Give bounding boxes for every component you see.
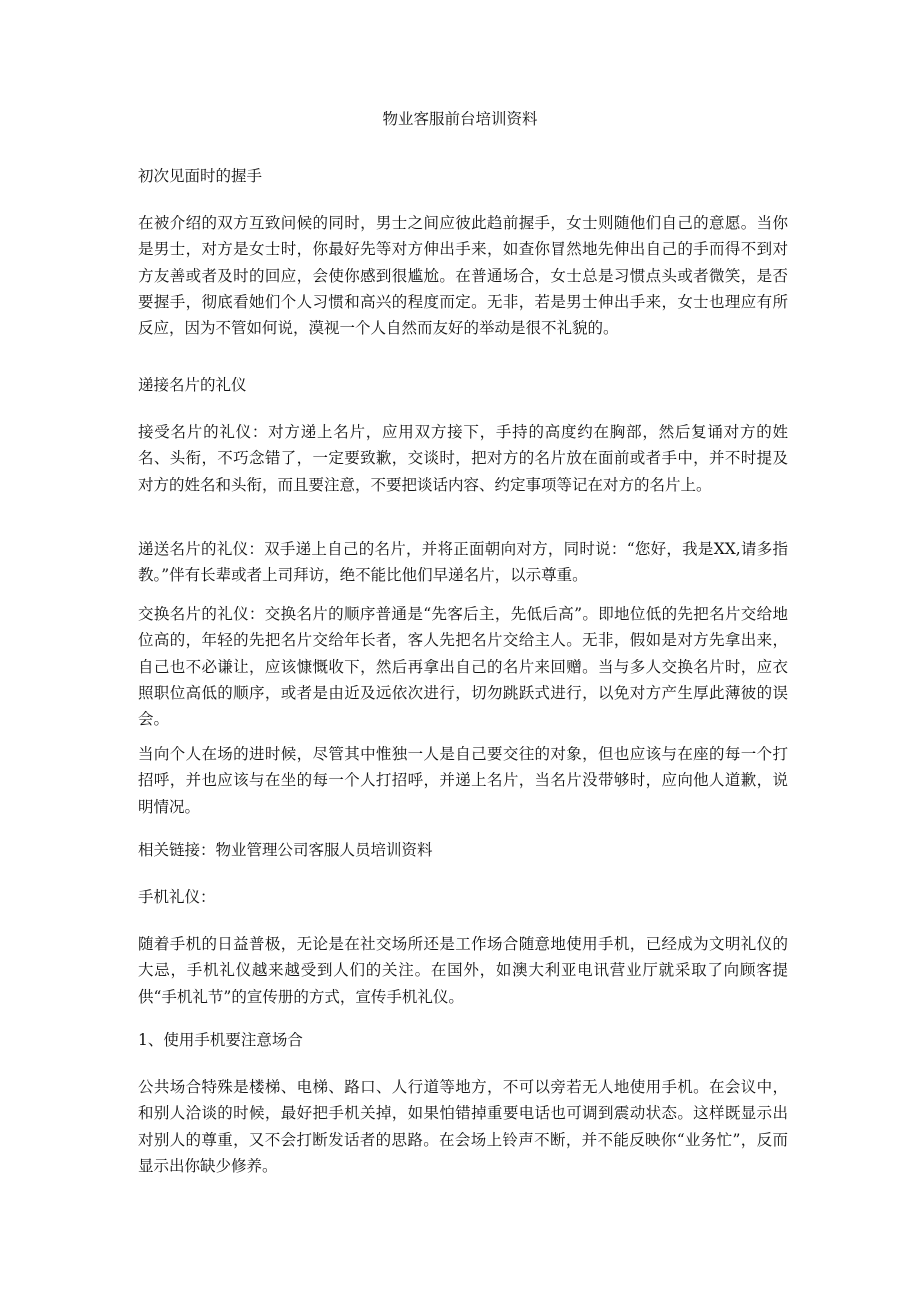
- phone-item1-heading: 1、使用手机要注意场合: [138, 1031, 303, 1049]
- handshake-heading: 初次见面时的握手: [138, 167, 263, 185]
- phone-item1-paragraph: 公共场合特殊是楼梯、电梯、路口、人行道等地方，不可以旁若无人地使用手机。在会议中，和别人洽谈的时候，最好把手机关掉，如果怕错掉重要电话也可调到震动状态。这样既显示出对别人的尊重，又不会打断发话者的思路。在会场上铃声不断，并不能反映你“业务忙”，反而显示出你缺少修养。: [138, 1078, 788, 1175]
- give-card-paragraph: 递送名片的礼仪：双手递上自己的名片，并将正面朝向对方，同时说：“您好，我是XX,请多指教。”伴有长辈或者上司拜访，绝不能比他们早递名片，以示尊重。: [138, 540, 788, 585]
- phone-intro-paragraph: 随着手机的日益普极，无论是在社交场所还是工作场合随意地使用手机，已经成为文明礼仪的大忌，手机礼仪越来越受到人们的关注。在国外，如澳大利亚电讯营业厅就采取了向顾客提供“手机礼节”的宣传册的方式，宣传手机礼仪。: [138, 935, 788, 1006]
- exchange-card-paragraph: 交换名片的礼仪：交换名片的顺序普通是“先客后主，先低后高”。即地位低的先把名片交给地位高的，年轻的先把名片交给年长者，客人先把名片交给主人。无非，假如是对方先拿出来，自己也不必谦让，应该慷慨收下，然后再拿出自己的名片来回赠。当与多人交换名片时，应衣照职位高低的顺序，或者是由近及远依次进行，切勿跳跃式进行，以免对方产生厚此薄彼的误会。: [138, 605, 788, 729]
- document-title: 物业客服前台培训资料: [382, 110, 538, 128]
- handshake-paragraph: 在被介绍的双方互致问候的同时，男士之间应彼此趋前握手，女士则随他们自己的意愿。当你是男士，对方是女士时，你最好先等对方伸出手来，如查你冒然地先伸出自己的手而得不到对方友善或者及时的回应，会使你感到很尴尬。在普通场合，女士总是习惯点头或者微笑，是否要握手，彻底看她们个人习惯和高兴的程度而定。无非，若是男士伸出手来，女士也理应有所反应，因为不管如何说，漠视一个人自然而友好的举动是很不礼貌的。: [138, 214, 788, 338]
- greeting-paragraph: 当向个人在场的进时候，尽管其中惟独一人是自己要交往的对象，但也应该与在座的每一个打招呼，并也应该与在坐的每一个人打招呼，并递上名片，当名片没带够时，应向他人道歉，说明情况。: [138, 745, 788, 816]
- phone-etiquette-heading: 手机礼仪：: [138, 888, 216, 906]
- related-link-text: 相关链接：物业管理公司客服人员培训资料: [138, 841, 433, 859]
- receive-card-paragraph: 接受名片的礼仪：对方递上名片，应用双方接下，手持的高度约在胸部，然后复诵对方的姓名、头衔，不巧念错了，一定要致歉，交谈时，把对方的名片放在面前或者手中，并不时提及对方的姓名和头衔，而且要注意，不要把谈话内容、约定事项等记在对方的名片上。: [138, 423, 788, 494]
- business-card-heading: 递接名片的礼仪: [138, 376, 247, 394]
